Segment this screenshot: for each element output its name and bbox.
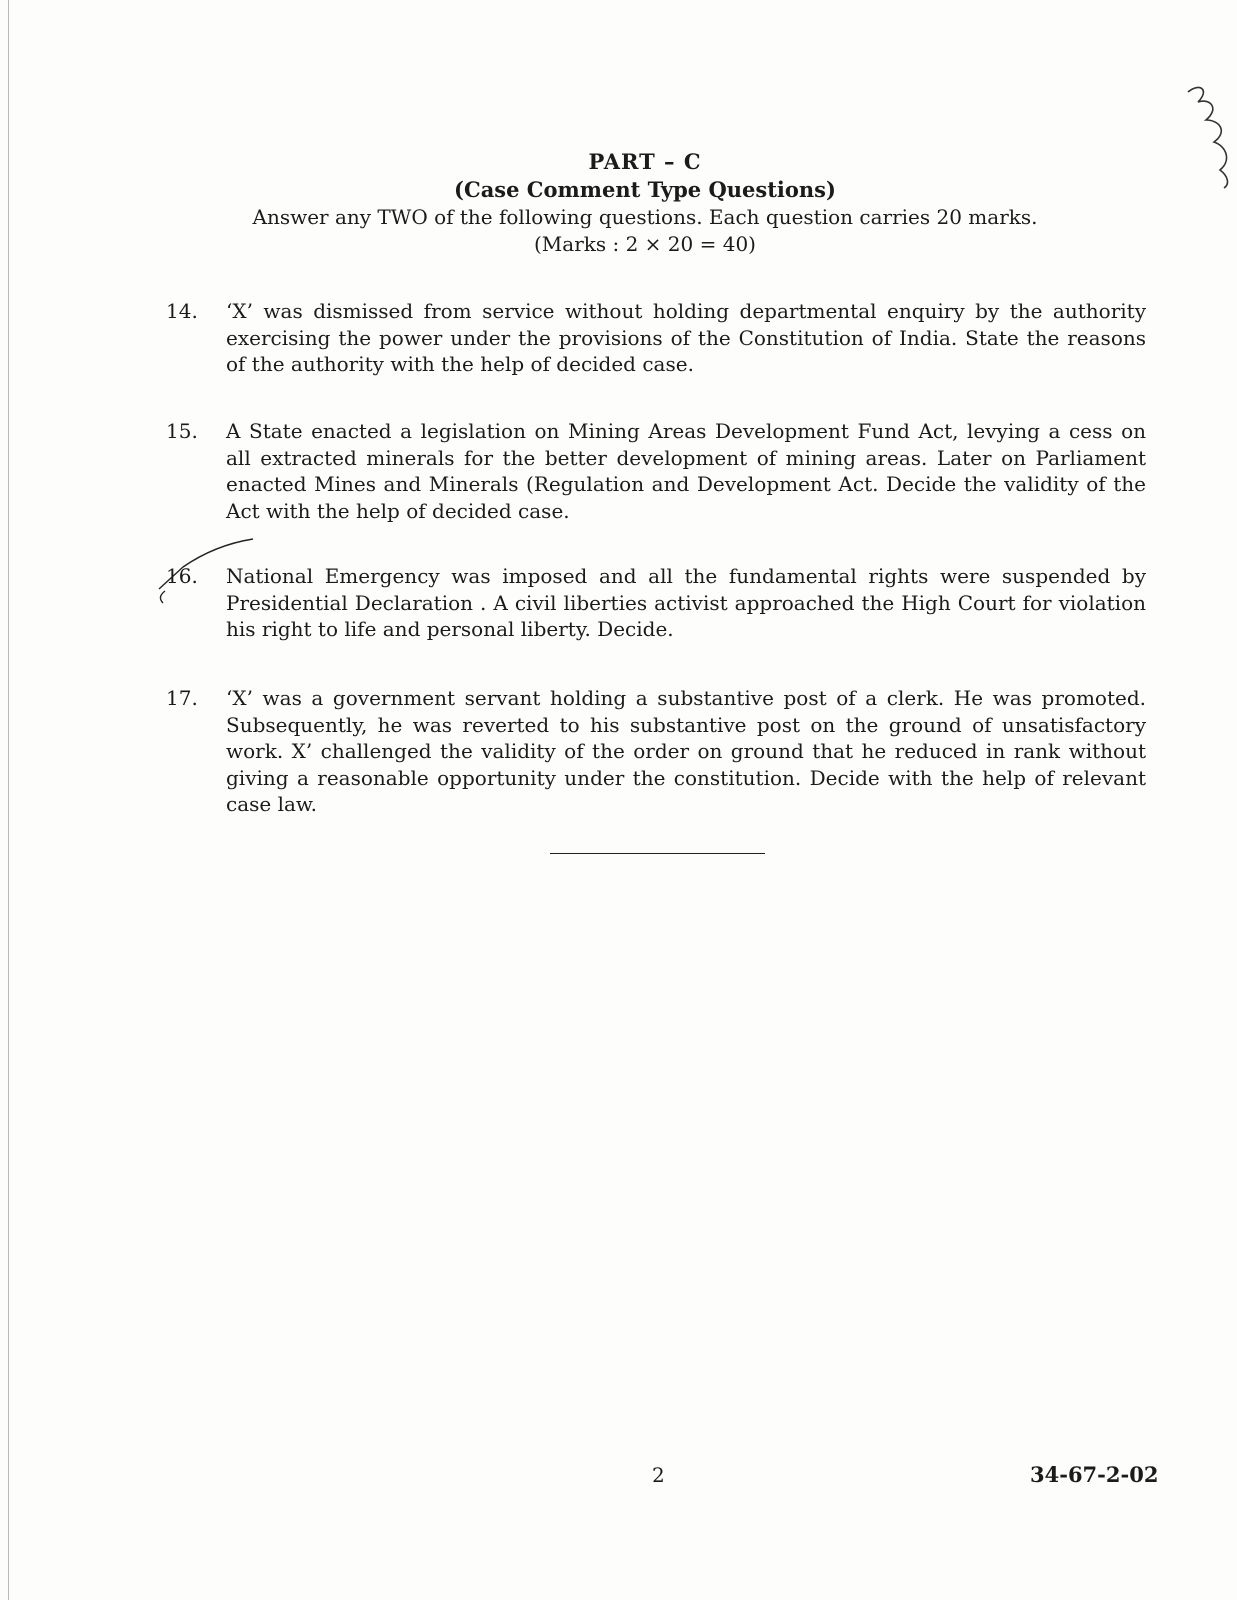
question-17 [166,685,1146,818]
question-number: 16. [166,564,198,588]
question-16 [166,563,1146,643]
question-text: ‘X’ was a government servant holding a substantive post of a clerk. He was promoted. Subsequently, he was reverted to his substantive post on the ground of unsatisfactory work. X’ challenged the validity of the order on ground that he reduced in rank without giving a reasonable opportunity under the constitution. Decide with the help of relevant case law. [226,686,1146,816]
marks-text: (Marks : 2 × 20 = 40) [534,232,756,256]
question-text: ‘X’ was dismissed from service without holding departmental enquiry by the authority exercising the power under the provisions of the Constitution of India. State the reasons of the authority with the help of decided case. [226,299,1146,376]
question-text: A State enacted a legislation on Mining Areas Development Fund Act, levying a cess on all extracted minerals for the better development of mining areas. Later on Parliament enacted Mines and Minerals (Regulation and Development Act. Decide the validity of the Act with the help of decided case. [226,419,1146,523]
question-number: 17. [166,686,198,710]
question-15 [166,418,1146,524]
part-title: PART – C [588,149,702,174]
question-number: 14. [166,299,198,323]
end-divider [550,853,765,854]
instruction-text: Answer any TWO of the following questions. Each question carries 20 marks. [252,205,1038,229]
section-header [0,148,1237,258]
question-text: National Emergency was imposed and all the fundamental rights were suspended by Presidential Declaration . A civil liberties activist approached the High Court for violation his right to life and personal liberty. Decide. [226,564,1146,641]
question-14 [166,298,1146,378]
question-number: 15. [166,419,198,443]
part-subtitle: (Case Comment Type Questions) [454,177,836,202]
paper-code: 34-67-2-02 [1030,1462,1159,1487]
page-number: 2 [652,1463,665,1487]
